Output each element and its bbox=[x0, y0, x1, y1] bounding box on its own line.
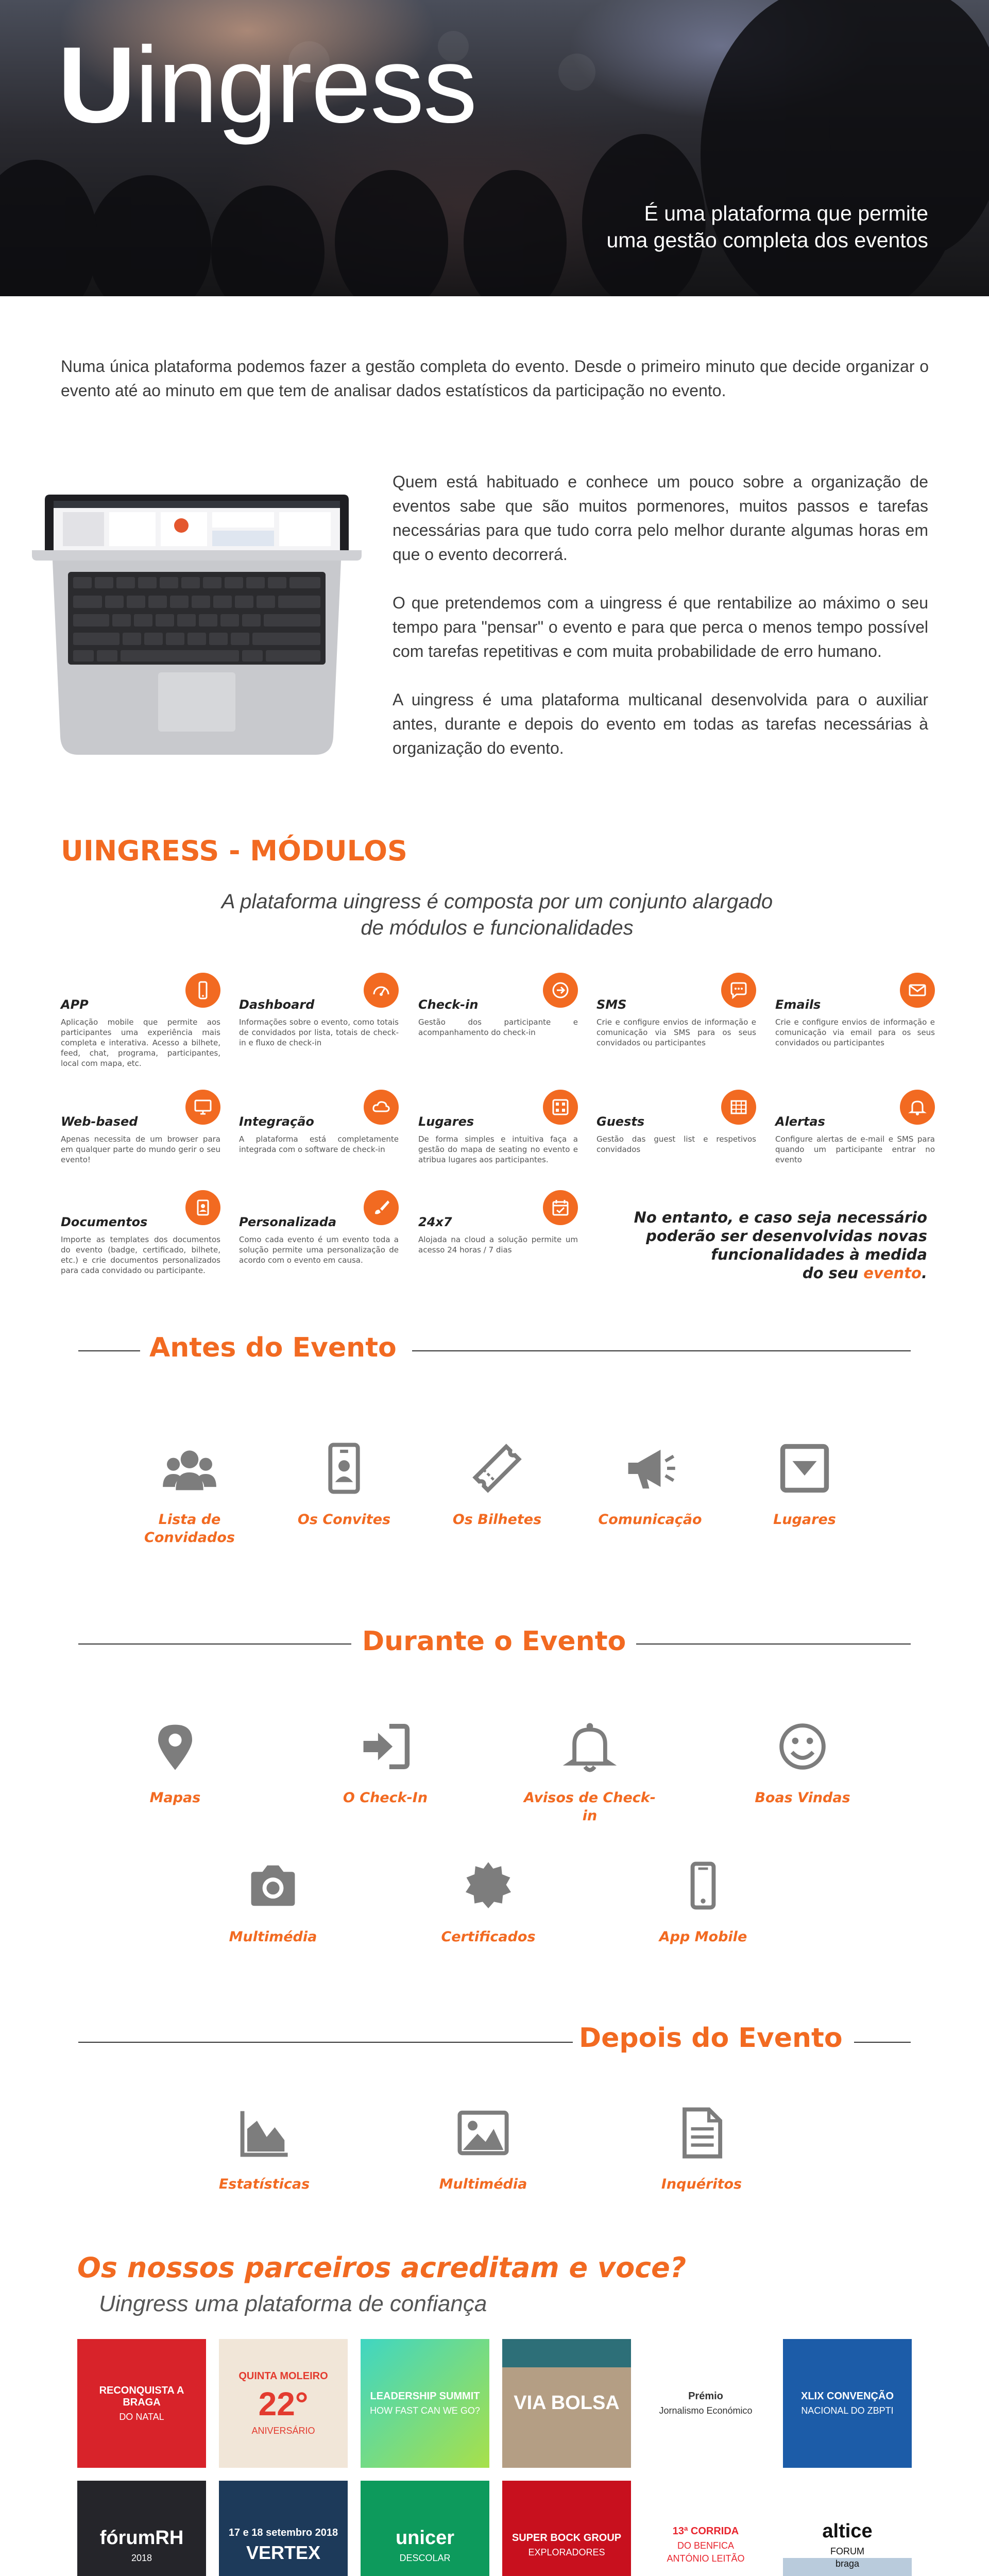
module-icon-badge bbox=[543, 1090, 578, 1125]
tagline-line-2: uma gestão completa dos eventos bbox=[606, 228, 928, 252]
partner-logo[interactable] bbox=[641, 2481, 770, 2576]
module-icon-badge bbox=[364, 973, 399, 1008]
module-icon-badge bbox=[185, 1190, 220, 1225]
monitor-icon bbox=[193, 1097, 213, 1117]
module-name: Alertas bbox=[775, 1114, 825, 1129]
partner-logo-line-2: EXPLORADORES bbox=[528, 2547, 605, 2558]
durante-feature-label: Certificados bbox=[441, 1929, 536, 1945]
antes-feature bbox=[738, 1437, 872, 1529]
module-icon-badge bbox=[185, 973, 220, 1008]
modules-title: UINGRESS - MÓDULOS bbox=[61, 835, 407, 867]
module-description: Apenas necessita de um browser para em qualquer parte do mundo gerir o seu evento! bbox=[61, 1134, 220, 1164]
module-name: APP bbox=[61, 997, 89, 1012]
partner-logo-line-2: 22° bbox=[258, 2385, 309, 2422]
partner-logo[interactable] bbox=[219, 2481, 348, 2576]
module-description: A plataforma está completamente integrada com o software de check-in bbox=[239, 1134, 399, 1154]
hero-banner bbox=[0, 0, 989, 296]
durante-feature bbox=[318, 1716, 452, 1807]
bell-outline-icon bbox=[561, 1718, 618, 1775]
durante-feature bbox=[636, 1855, 770, 1946]
durante-feature-label: App Mobile bbox=[659, 1929, 747, 1945]
module-icon-badge bbox=[721, 973, 756, 1008]
seat-map-icon bbox=[550, 1097, 571, 1117]
module-icon-badge bbox=[543, 973, 578, 1008]
module-icon-badge bbox=[364, 1190, 399, 1225]
guest-grid-icon bbox=[728, 1097, 749, 1117]
durante-feature bbox=[736, 1716, 869, 1807]
module-description: Alojada na cloud a solução permite um acesso 24 horas / 7 dias bbox=[418, 1235, 578, 1255]
durante-feature bbox=[206, 1855, 340, 1946]
module-description: Crie e configure envios de informação e comunicação via email para os seus convidados ou participantes bbox=[775, 1018, 935, 1047]
durante-feature-label: Mapas bbox=[149, 1790, 201, 1806]
modules-subtitle bbox=[155, 889, 840, 941]
partners-title: Os nossos parceiros acreditam e voce? bbox=[77, 2251, 687, 2284]
module-name: Web-based bbox=[61, 1114, 138, 1129]
smiley-icon bbox=[774, 1718, 831, 1775]
calendar-check-icon bbox=[550, 1197, 571, 1218]
partner-logo-line-2: DO BENFICA bbox=[677, 2540, 734, 2551]
sign-in-icon bbox=[357, 1718, 414, 1775]
module-name: Lugares bbox=[418, 1114, 474, 1129]
modules-note-text: do seu bbox=[802, 1264, 864, 1282]
antes-feature bbox=[123, 1437, 257, 1547]
antes-feature-label: Os Convites bbox=[297, 1512, 391, 1528]
partner-logo-line-2: DO NATAL bbox=[119, 2411, 164, 2422]
brush-icon bbox=[371, 1197, 391, 1218]
durante-feature bbox=[523, 1716, 657, 1825]
module-icon-badge bbox=[364, 1090, 399, 1125]
partner-logo-line-1: QUINTA MOLEIRO bbox=[238, 2370, 328, 2382]
module-description: Gestão dos participante e acompanhamento do check-in bbox=[418, 1018, 578, 1037]
module-description: Aplicação mobile que permite aos participantes uma experiência mais completa e interativa. Acesso a bilhete, feed, chat, programa, participantes, local com mapa, etc. bbox=[61, 1018, 220, 1068]
depois-feature-label: Inquéritos bbox=[661, 2176, 742, 2192]
durante-divider-left bbox=[78, 1643, 351, 1645]
bell-icon bbox=[907, 1097, 928, 1117]
partner-logo-line-3: ANIVERSÁRIO bbox=[251, 2425, 315, 2436]
partner-logo[interactable] bbox=[219, 2339, 348, 2468]
antes-feature bbox=[583, 1437, 717, 1529]
partner-logo-line-2: NACIONAL DO ZBPTI bbox=[801, 2405, 894, 2416]
depois-feature bbox=[416, 2102, 550, 2193]
modules-note-line-4 bbox=[634, 1264, 927, 1282]
antes-feature bbox=[277, 1437, 411, 1529]
module-icon-badge bbox=[543, 1190, 578, 1225]
antes-feature-label: Comunicação bbox=[598, 1512, 702, 1528]
antes-title: Antes do Evento bbox=[149, 1332, 397, 1363]
module-name: Documentos bbox=[61, 1215, 148, 1229]
module-name: Personalizada bbox=[239, 1215, 337, 1229]
about-paragraph-1: Quem está habituado e conhece um pouco sobre a organização de eventos sabe que são muitos pormenores, muitos passos e tarefas necessárias para que tudo corra pelo melhor durante algumas horas em que o evento decorrerá. bbox=[393, 472, 928, 564]
dropdown-box-icon bbox=[776, 1440, 833, 1497]
partner-logo[interactable] bbox=[783, 2339, 912, 2468]
durante-feature-label: Multimédia bbox=[229, 1929, 317, 1945]
antes-divider-left bbox=[78, 1350, 140, 1351]
modules-note-line-1: No entanto, e caso seja necessário bbox=[634, 1209, 927, 1226]
seal-icon bbox=[460, 1857, 517, 1914]
partner-logo-line-2: 2018 bbox=[131, 2552, 152, 2563]
partner-logo-line-1: 17 e 18 setembro 2018 bbox=[228, 2527, 338, 2538]
antes-feature-label: Lista de Convidados bbox=[144, 1512, 235, 1546]
envelope-icon bbox=[907, 980, 928, 1001]
module-name: Integração bbox=[239, 1114, 314, 1129]
module-description: Informações sobre o evento, como totais de convidados por lista, totais de check-in e fluxo de check-in bbox=[239, 1018, 399, 1047]
modules-note bbox=[634, 1208, 927, 1282]
gauge-icon bbox=[371, 980, 391, 1001]
partner-logo-line-2: Jornalismo Económico bbox=[659, 2405, 753, 2416]
partner-logo-line-1: 13ª CORRIDA bbox=[672, 2526, 739, 2537]
mobile-icon bbox=[675, 1857, 731, 1914]
module-description: Crie e configure envios de informação e comunicação via SMS para os seus convidados ou participantes bbox=[596, 1018, 756, 1047]
module-description: Gestão das guest list e respetivos convidados bbox=[596, 1134, 756, 1154]
partner-logo[interactable] bbox=[77, 2339, 206, 2468]
partner-logo-line-3: braga bbox=[835, 2558, 860, 2569]
modules-subtitle-line-1: A plataforma uingress é composta por um conjunto alargado bbox=[221, 890, 773, 913]
module-description: De forma simples e intuitiva faça a gestão do mapa de seating no evento e atribua lugares aos participantes. bbox=[418, 1134, 578, 1164]
modules-note-line-3: funcionalidades à medida bbox=[711, 1246, 927, 1263]
partner-logo-line-1: fórumRH bbox=[99, 2527, 184, 2549]
partners-subtitle: Uingress uma plataforma de confiança bbox=[99, 2291, 487, 2316]
partner-logo[interactable] bbox=[77, 2481, 206, 2576]
modules-note-line-2: poderão ser desenvolvidas novas bbox=[646, 1227, 927, 1245]
cloud-sync-icon bbox=[371, 1097, 391, 1117]
ticket-icon bbox=[469, 1440, 525, 1497]
depois-feature bbox=[635, 2102, 769, 2193]
camera-icon bbox=[245, 1857, 301, 1914]
partner-logo-line-2: HOW FAST CAN WE GO? bbox=[370, 2405, 480, 2416]
partner-logo-line-1: SUPER BOCK GROUP bbox=[511, 2532, 622, 2544]
partner-logo[interactable] bbox=[641, 2339, 770, 2468]
badge-icon bbox=[193, 1197, 213, 1218]
partner-logo-line-1: XLIX CONVENÇÃO bbox=[800, 2391, 894, 2402]
partner-logo-line-1: LEADERSHIP SUMMIT bbox=[370, 2391, 480, 2402]
durante-feature-label: Avisos de Check-in bbox=[524, 1790, 656, 1824]
module-icon-badge bbox=[185, 1090, 220, 1125]
chat-bubble-icon bbox=[728, 980, 749, 1001]
tagline-line-1: É uma plataforma que permite bbox=[644, 201, 928, 225]
module-name: 24x7 bbox=[418, 1215, 452, 1229]
antes-feature-label: Os Bilhetes bbox=[452, 1512, 542, 1528]
about-paragraph-2: O que pretendemos com a uingress é que rentabilize ao máximo o seu tempo para "pensar" o evento e para que perca o menos tempo possível com tarefas repetitivas e com muita probabilidade de erro humano. bbox=[393, 594, 928, 660]
modules-note-period: . bbox=[921, 1264, 927, 1282]
partner-logo[interactable] bbox=[783, 2481, 912, 2576]
partner-logo-line-1: unicer bbox=[395, 2527, 455, 2549]
durante-divider-right bbox=[636, 1643, 911, 1645]
document-icon bbox=[673, 2105, 730, 2161]
picture-icon bbox=[455, 2105, 511, 2161]
partner-logo-line-2: FORUM bbox=[830, 2546, 864, 2556]
durante-feature bbox=[108, 1716, 242, 1807]
module-name: SMS bbox=[596, 997, 627, 1012]
depois-feature-label: Multimédia bbox=[439, 2176, 527, 2192]
module-name: Guests bbox=[596, 1114, 645, 1129]
map-pin-icon bbox=[147, 1718, 203, 1775]
module-description: Importe as templates dos documentos do evento (badge, certificado, bilhete, etc.) e crie documentos personalizados para cada convidado ou participante. bbox=[61, 1235, 220, 1275]
id-badge-icon bbox=[316, 1440, 372, 1497]
partner-logo-line-1: RECONQUISTA A BRAGA bbox=[99, 2384, 184, 2408]
durante-feature-label: O Check-In bbox=[343, 1790, 428, 1806]
partner-logo[interactable] bbox=[361, 2481, 489, 2576]
about-paragraph-3: A uingress é uma plataforma multicanal desenvolvida para o auxiliar antes, durante e depois do evento em todas as tarefas necessárias à organização do evento. bbox=[393, 690, 928, 757]
intro-paragraph: Numa única plataforma podemos fazer a gestão completa do evento. Desde o primeiro minuto que decide organizar o evento até ao minuto em que tem de analisar dados estatísticos da participação no evento. bbox=[61, 357, 929, 400]
partner-logo-line-1: VIA BOLSA bbox=[514, 2392, 620, 2414]
partner-logo-line-1: Prémio bbox=[688, 2391, 723, 2402]
partner-logo-line-1: altice bbox=[822, 2520, 873, 2543]
depois-feature bbox=[197, 2102, 331, 2193]
partner-logo[interactable] bbox=[502, 2481, 631, 2576]
partner-logo-line-2: DESCOLAR bbox=[399, 2552, 451, 2563]
durante-title: Durante o Evento bbox=[362, 1626, 626, 1657]
depois-divider-left bbox=[78, 2042, 573, 2043]
module-name: Check-in bbox=[418, 997, 479, 1012]
uingress-logo: Uingress bbox=[58, 24, 476, 145]
hero-tagline bbox=[465, 200, 928, 253]
megaphone-icon bbox=[622, 1440, 678, 1497]
area-chart-icon bbox=[236, 2105, 293, 2161]
smartphone-icon bbox=[193, 980, 213, 1001]
about-text bbox=[393, 470, 928, 785]
modules-note-highlight: evento bbox=[863, 1264, 922, 1282]
durante-feature-label: Boas Vindas bbox=[755, 1790, 850, 1806]
partner-logo-line-3: ANTÓNIO LEITÃO bbox=[667, 2553, 745, 2564]
modules-subtitle-line-2: de módulos e funcionalidades bbox=[361, 917, 634, 939]
antes-feature-label: Lugares bbox=[773, 1512, 836, 1528]
antes-divider-right bbox=[412, 1350, 911, 1351]
depois-feature-label: Estatísticas bbox=[218, 2176, 310, 2192]
partner-logo[interactable] bbox=[361, 2339, 489, 2468]
module-name: Emails bbox=[775, 997, 821, 1012]
antes-feature bbox=[430, 1437, 564, 1529]
module-description: Como cada evento é um evento toda a solução permite uma personalização de acordo com o evento em causa. bbox=[239, 1235, 399, 1265]
laptop-image bbox=[32, 495, 362, 760]
depois-divider-right bbox=[854, 2042, 911, 2043]
module-name: Dashboard bbox=[239, 997, 315, 1012]
module-description: Configure alertas de e-mail e SMS para quando um participante entrar no evento bbox=[775, 1134, 935, 1164]
partner-logo-line-2: VERTEX bbox=[246, 2541, 321, 2563]
module-icon-badge bbox=[721, 1090, 756, 1125]
module-icon-badge bbox=[900, 973, 935, 1008]
partner-logo[interactable] bbox=[502, 2339, 631, 2468]
arrow-right-icon bbox=[550, 980, 571, 1001]
users-icon bbox=[161, 1440, 218, 1497]
depois-title: Depois do Evento bbox=[579, 2023, 843, 2054]
module-icon-badge bbox=[900, 1090, 935, 1125]
durante-feature bbox=[421, 1855, 555, 1946]
